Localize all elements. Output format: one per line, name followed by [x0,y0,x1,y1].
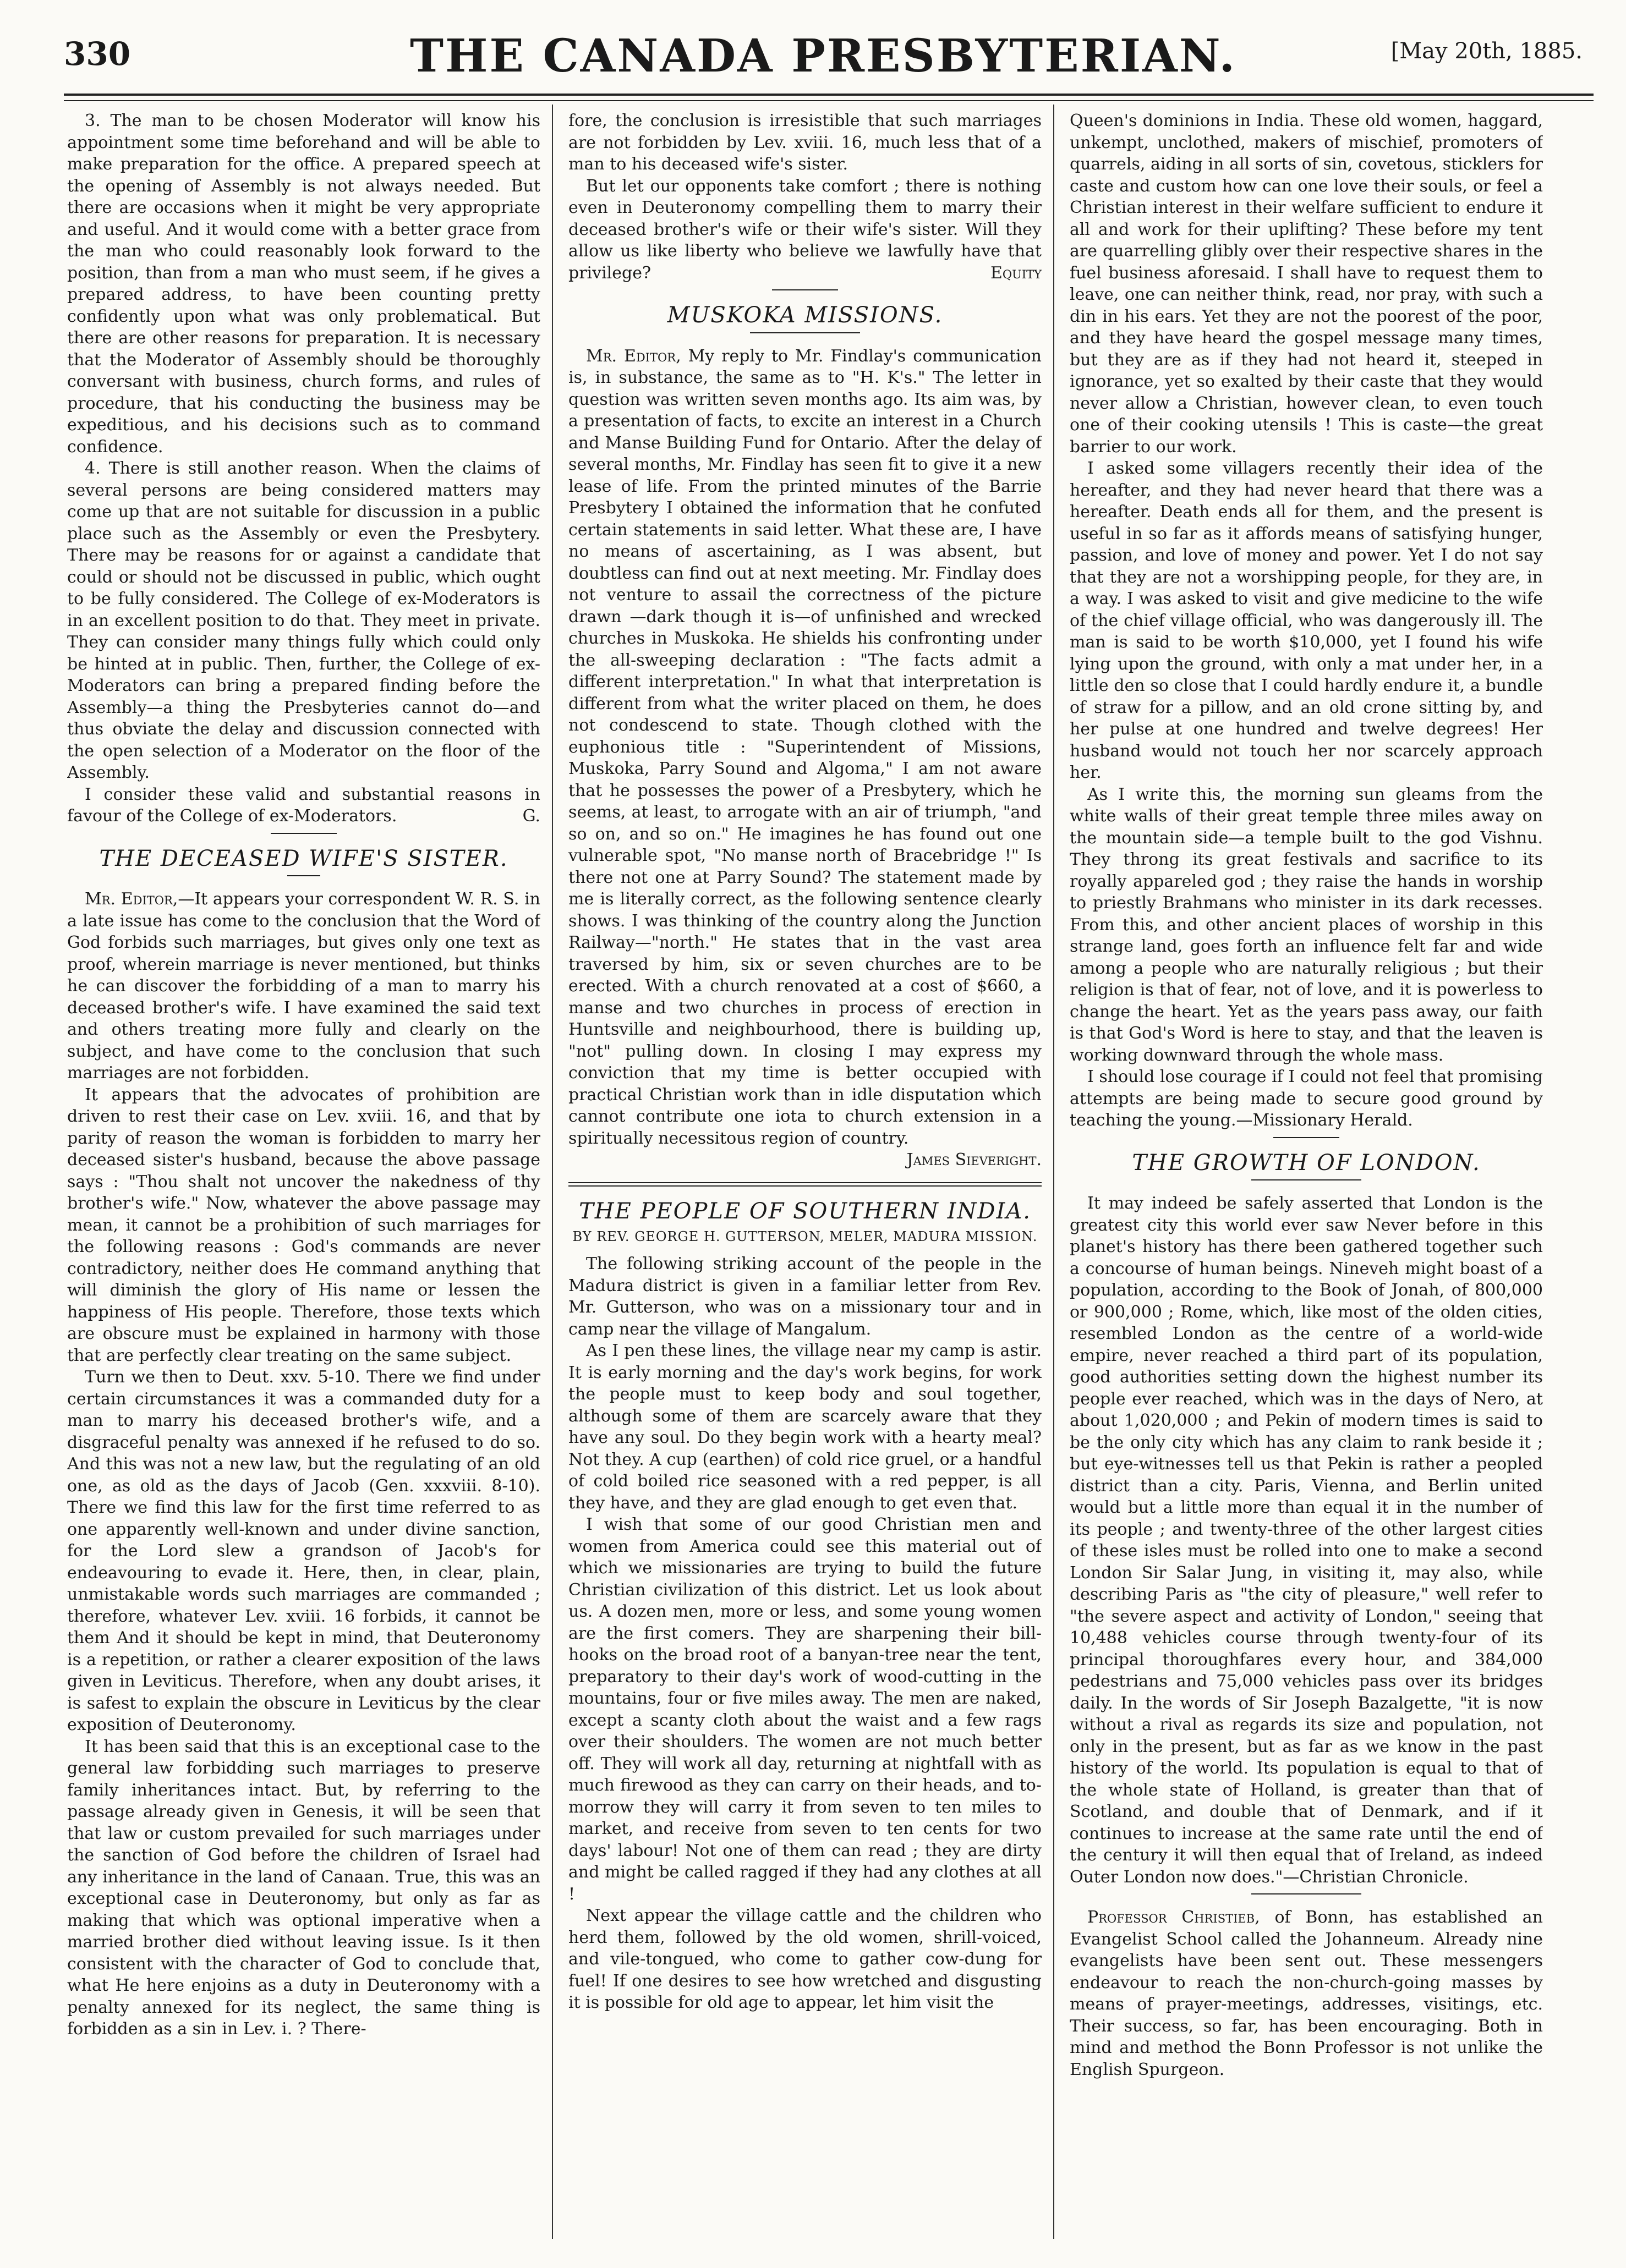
newspaper-title: THE CANADA PRESBYTERIAN. [409,30,1237,83]
signature: G. [522,806,540,826]
article-paragraph: 4. There is still another reason. When the claims of several persons are being considered matters may come up that are not suitable for discussion in a public place such as the Assembly or even the Presbytery. There may be reasons for or against a candidate that could or should not be discussed in public, which ought to be fully considered. The College of ex-Moderators is in an excellent position to do that. They meet in private. They can consider many things fully which could only be hinted at in public. Then, further, the College of ex-Moderators can bring a prepared finding before the Assembly—a thing the Presbyteries cannot do—and thus obviate the delay and discussion connected with the open selection of a Moderator on the floor of the Assembly. [67,459,540,782]
separator [772,289,838,290]
article-paragraph: It may indeed be safely asserted that London is the greatest city this world ever saw Never before in this planet's history has there been gathered together such a concourse of human beings. Nineveh might boast of a population, according to the Book of Jonah, of 800,000 or 900,000 ; Rome, which, like most of the olden cities, resembled London as the centre of a world-wide empire, never reached a third part of its population, good authorities setting down the highest number its people ever reached, which was in the days of Nero, at about 1,020,000 ; and Pekin of modern times is said to be the only city which has any claim to rank beside it ; but eye-witnesses tell us that Pekin is rather a peopled district than a city. Paris, Vienna, and Berlin united would but a little more than equal it in the number of its people ; and twenty-three of the other largest cities of these isles must be rolled into one to make a second London Sir Salar Jung, in visiting it, may also, while describing Paris as "the city of pleasure," well refer to "the severe aspect and activity of London," seeing that 10,488 vehicles course through twenty-four of its principal thoroughfares every hour, and 384,000 pedestrians and 75,000 vehicles pass over its bridges daily. In the words of Sir Joseph Bazalgette, "it is now without a rival as regards its size and population, not only in the present, but as far as we know in the past history of the world. Its population is equal to that of the whole state of Holland, is greater than that of Scotland, and double that of Denmark, and if it continues to increase at the same rate until the end of the century it will then equal that of Ireland, as indeed Outer London now does."—Christian Chronicle. [1070,1194,1543,1887]
article-paragraph: 3. The man to be chosen Moderator will know his appointment some time beforehand and will be able to make preparation for the office. A prepared speech at the opening of Assembly is not always needed. But there are occasions when it might be very appropriate and useful. And it would come with a better grace from the man who could reasonably look forward to the position, than from a man who must seem, if he gives a prepared address, to have been counting pretty confidently upon what was only problematical. But there are other reasons for preparation. It is necessary that the Moderator of Assembly should be thoroughly conversant with business, church forms, and rules of procedure, that his conducting the business may be expeditious, and his decisions such as to command confidence. [67,111,540,457]
signature: James Sieveright. [906,1150,1042,1169]
byline: BY REV. GEORGE H. GUTTERSON, MELER, MADURA MISSION. [572,1229,1038,1244]
column-2 [568,110,1042,2244]
article-paragraph: I should lose courage if I could not feel that promising attempts are being made to secure good ground by teaching the young.—Missionary Herald. [1070,1067,1543,1130]
article-heading: THE GROWTH OF LONDON. [1132,1150,1481,1176]
article-paragraph: As I write this, the morning sun gleams from the white walls of their great temple three miles away on the mountain side—a temple built to the god Vishnu. They throng its great festivals and sacrifice to its royally appareled god ; they raise the hands in worship to priestly Brahmans who minister in its dark recesses. From this, and other ancient places of worship in this strange land, goes forth an influence felt far and wide among a people who are naturally religious ; but their religion is that of fear, not of love, and it is powerless to change the heart. Yet as the years pass away, our faith is that God's Word is here to stay, and that the leaven is working downward through the whole mass. [1070,784,1543,1065]
article-heading: THE PEOPLE OF SOUTHERN INDIA. [579,1198,1031,1224]
issue-date: [May 20th, 1885. [1390,39,1583,64]
column-divider [1053,105,1054,2239]
article-paragraph: I wish that some of our good Christian men and women from America could see this material out of which we missionaries are trying to build the future Christian civilization of this district. Let us look about us. A dozen men, more or less, and some young women are the first comers. They are sharpening their bill-hooks on the broad root of a banyan-tree near the tent, preparatory to their day's work of wood-cutting in the mountains, four or five miles away. The men are naked, except a scanty cloth about the waist and a few rags over their shoulders. The women are not much better off. They will work all day, returning at nightfall with as much firewood as they can carry on their heads, and to-morrow they will carry it from seven to ten miles to market, and receive from seven to ten cents for two days' labour! Not one of them can read ; they are dirty and might be called ragged if they had any clothes at all ! [568,1515,1042,1904]
article-paragraph [67,888,540,1084]
column-1 [67,110,540,2244]
page-number: 330 [64,35,131,73]
article-paragraph [1070,1907,1543,2080]
article-paragraph: It appears that the advocates of prohibition are driven to rest their case on Lev. xviii. 16, and that by parity of reason the woman is forbidden to marry her deceased sister's husband, because the above passage says : "Thou shalt not uncover the nakedness of thy brother's wife." Now, whatever the above passage may mean, it cannot be a prohibition of such marriages for the following reasons : God's commands are never contradictory, neither does He command anything that will diminish the glory of His name or lessen the happiness of His people. Therefore, those texts which are obscure must be explained in harmony with those that are perfectly clear treating on the same subject. [67,1085,540,1365]
separator [1251,1179,1361,1180]
paragraph-text: of Bonn, has established an Evangelist School called the Johanneum. Already nine evangelists have been sent out. These messengers endeavour to reach the non-church-going masses by means of prayer-meetings, addresses, visitings, etc. Their success, so far, has been encouraging. Both in mind and method the Bonn Professor is not unlike the English Spurgeon. [1070,1908,1543,2079]
article-paragraph: The following striking account of the people in the Madura district is given in a familiar letter from Rev. Mr. Gutterson, who was on a missionary tour and in camp near the village of Mangalum. [568,1254,1042,1339]
article-paragraph [67,784,540,827]
salutation: Mr. Editor, [586,346,681,366]
article-paragraph: I asked some villagers recently their idea of the hereafter, and they had never heard that there was a hereafter. Death ends all for them, and the present is useful in so far as it affords means of satisfying hunger, passion, and love of money and power. Yet I do not say that they are not a worshipping people, for they are, in a way. I was asked to visit and give medicine to the wife of the chief village official, who was dangerously ill. The man is said to be worth $10,000, yet I found his wife lying upon the ground, with only a mat under her, in a little den so close that I could hardly endure it, a bundle of straw for a pillow, and an old crone sitting by, and her pulse at one hundred and twelve degrees! Her husband would not touch her nor scarcely approach her. [1070,459,1543,782]
article-paragraph: As I pen these lines, the village near my camp is astir. It is early morning and the day's work begins, for work the people must to keep body and soul together, although some of them are scarcely aware that they have any soul. Do they begin work with a hearty meal? Not they. A cup (earthen) of cold rice gruel, or a handful of cold boiled rice seasoned with a red pepper, is all they have, and they are glad enough to get even that. [568,1341,1042,1513]
paragraph-text: —It appears your correspondent W. R. S. in a late issue has come to the conclusion that the Word of God forbids such marriages, but gives only one text as proof, wherein marriage is never mentioned, but thinks he can discover the forbidding of a man to marry his deceased brother's wife. I have examined the said text and others treating more fully and clearly on the subject, and have come to the conclusion that such marriages are not forbidden. [67,889,540,1083]
column-3 [1070,110,1543,2244]
paragraph-text: I consider these valid and substantial reasons in favour of the College of ex-Moderators. [67,784,540,826]
paragraph-text: But let our opponents take comfort ; there is nothing even in Deuteronomy compelling them to marry their deceased brother's wife or their wife's sister. Will they allow us like liberty who believe we lawfully have that privilege? [568,176,1042,283]
page-header [53,22,1594,88]
article-paragraph: Queen's dominions in India. These old women, haggard, unkempt, unclothed, makers of mischief, promoters of quarrels, aiding in all sorts of sin, covetous, sticklers for caste and custom how can one love their souls, or feel a Christian interest in their welfare sufficient to endure it all and work for their uplifting? These before my tent are quarrelling glibly over their respective shares in the fuel business aforesaid. I shall have to request them to leave, one can neither think, read, nor pray, with such a din in his ears. Yet they are not the poorest of the poor, and they have heard the gospel message many times, but they are as if they had not heard it, steeped in ignorance, yet so exalted by their caste that they would never allow a Christian, however clean, to even touch one of their cooking utensils ! This is caste—the great barrier to our work. [1070,111,1543,457]
signature: Equity [990,263,1042,283]
article-heading: THE DECEASED WIFE'S SISTER. [99,845,508,871]
article-paragraph: It has been said that this is an exceptional case to the general law forbidding such marriages to preserve family inheritances intact. But, by referring to the passage already given in Genesis, it will be seen that that law or custom prevailed for such marriages under the sanction of God before the children of Israel had any inheritance in the land of Canaan. True, this was an exceptional case in Deuteronomy, but only as far as making that which was optional imperative when a married brother died without leaving issue. Is it then consistent with the character of God to conclude that, what He here enjoins as a duty in Deuteronomy with a penalty annexed for its neglect, the same thing is forbidden as a sin in Lev. i. ? There- [67,1737,540,2039]
lead-name: Professor Christieb, [1087,1908,1260,1927]
header-rule [64,94,1594,101]
separator [271,833,337,834]
article-heading: MUSKOKA MISSIONS. [667,303,943,328]
double-rule [568,1182,1042,1187]
article-paragraph: fore, the conclusion is irresistible that such marriages are not forbidden by Lev. xviii. 16, much less that of a man to his deceased wife's sister. [568,111,1042,174]
column-divider [552,105,553,2239]
article-paragraph [568,175,1042,284]
article-paragraph [568,345,1042,1150]
separator [750,332,860,333]
separator [1273,1137,1339,1138]
separator [287,875,320,876]
article-paragraph: Turn we then to Deut. xxv. 5-10. There we find under certain circumstances it was a commanded duty for a man to marry his deceased brother's wife, and a disgraceful penalty was annexed if he refused to do so. And this was not a new law, but the regulating of an old one, as old as the days of Jacob (Gen. xxxviii. 8-10). There we find this law for the first time referred to as one apparently well-known and under divine sanction, for the Lord slew a grandson of Jacob's for endeavouring to evade it. Here, then, in clear, plain, unmistakable words such marriages are commanded ; therefore, whatever Lev. xviii. 16 forbids, it cannot be them And it should be kept in mind, that Deuteronomy is a repetition, or rather a clearer exposition of the laws given in Leviticus. Therefore, when any doubt arises, it is safest to explain the obscure in Leviticus by the clear exposition of Deuteronomy. [67,1368,540,1734]
separator [1251,1893,1361,1894]
article-paragraph: Next appear the village cattle and the children who herd them, followed by the old women, shrill-voiced, and vile-tongued, who come to gather cow-dung for fuel! If one desires to see how wretched and disgusting it is possible for old age to appear, let him visit the [568,1906,1042,2012]
paragraph-text: My reply to Mr. Findlay's communication is, in substance, the same as to "H. K's." The letter in question was written seven months ago. Its aim was, by a presentation of facts, to excite an interest in a Church and Manse Building Fund for Ontario. After the delay of several months, Mr. Findlay has seen fit to give it a new lease of life. From the printed minutes of the Barrie Presbytery I obtained the information that he confuted certain statements in said letter. What these are, I have no means of ascertaining, as I was absent, but doubtless can find out at next meeting. Mr. Findlay does not venture to assail the correctness of the picture drawn —dark though it is—of unfinished and wrecked churches in Muskoka. He shields his confronting under the all-sweeping declaration : "The facts admit a different interpretation." In what that interpretation is different from what the writer placed on them, he does not condescend to state. Though clothed with the euphonious title : "Superintendent of Missions, Muskoka, Parry Sound and Algoma," I am not aware that he possesses the power of a Presbytery, which he seems, at least, to arrogate with an air of triumph, "and so on, and so on." He imagines he has found out one vulnerable spot, "No manse north of Bracebridge !" Is there not one at Parry Sound? The statement made by me is literally correct, as the following sentence clearly shows. I was thinking of the country along the Junction Railway—"north." He states that in the vast area traversed by him, six or seven churches are to be erected. With a church renovated at a cost of $660, a manse and two churches in process of erection in Huntsville and neighbourhood, there is building up, "not" pulling down. In closing I may express my conviction that my time is better occupied with practical Christian work than in idle disputation which cannot contribute one iota to church extension in a spiritually necessitous region of country. [568,346,1042,1148]
salutation: Mr. Editor, [85,889,178,909]
